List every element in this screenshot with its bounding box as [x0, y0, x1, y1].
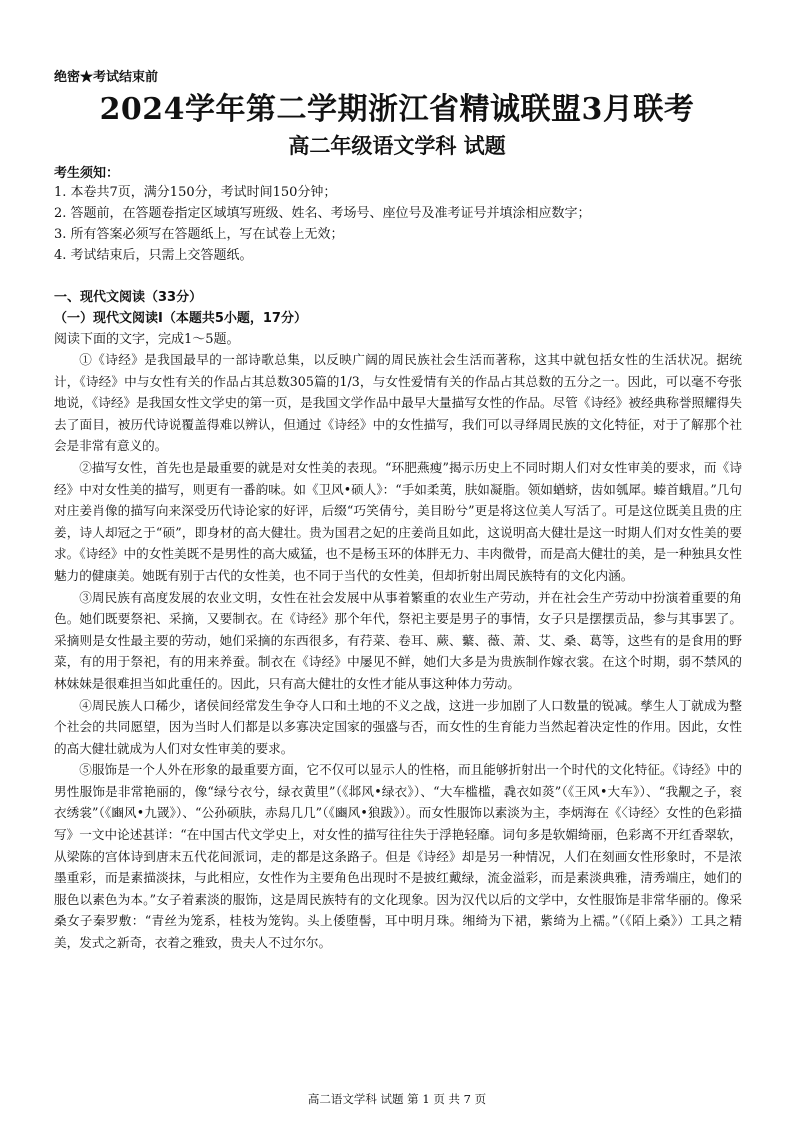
notice-item: 4. 考试结束后，只需上交答题纸。 [54, 248, 253, 263]
notice-item: 3. 所有答案必须写在答题纸上，写在试卷上无效； [54, 227, 344, 242]
notice-item: 1. 本卷共7页，满分150分，考试时间150分钟； [54, 185, 337, 200]
notice-heading: 考生须知： [54, 166, 120, 181]
passage-paragraph: ③周民族有高度发展的农业文明，女性在社会发展中从事着繁重的农业生产劳动，并在社会生产劳动中扮演着重要的角色。她们既要祭祀、采摘，又要制衣。在《诗经》那个年代，祭祀主要是男子的事情，女子只是摆摆贡品，参与其事罢了。采摘则是女性最主要的劳动，她们采摘的东西很多，有荇菜、卷耳、蕨、蘩、薇、萧、艾、桑、葛等，这些有的是食用的野菜，有的用于祭祀，有的用来养蚕。制衣在《诗经》中屡见不鲜，她们大多是为贵族制作嫁衣裳。在这个时期，弱不禁风的林妹妹是很难担当如此重任的。因此，只有高大健壮的女性才能从事这种体力劳动。 [54, 589, 742, 691]
reading-passage [54, 349, 742, 954]
exam-title: 2024学年第二学期浙江省精诚联盟3月联考 [99, 92, 695, 127]
exam-subtitle: 高二年级语文学科 试题 [288, 134, 506, 158]
confidential-mark: 绝密★考试结束前 [54, 70, 159, 85]
page-footer: 高二语文学科 试题 第 1 页 共 7 页 [307, 1092, 487, 1106]
passage-paragraph: ②描写女性，首先也是最重要的就是对女性美的表现。“环肥燕瘦”揭示历史上不同时期人们对女性审美的要求，而《诗经》中对女性美的描写，则更有一番韵味。如《卫风•硕人》：“手如柔荑，肤如凝脂。领如蝤蛴，齿如瓠犀。螓首蛾眉。”几句对庄姜肖像的描写向来深受历代诗论家的好评，后缀“巧笑倩兮，美目盼兮”更是将这位美人写活了。可是这位既美且贵的庄姜，诗人却冠之于“硕”，即身材的高大健壮。贵为国君之妃的庄姜尚且如此，这说明高大健壮是这一时期人们对女性美的要求。《诗经》中的女性美既不是男性的高大威猛，也不是杨玉环的体胖无力、丰肉微骨，而是高大健壮的美，是一种独具女性魅力的健康美。她既有别于古代的女性美，也不同于当代的女性美，但却折射出周民族特有的文化内涵。 [54, 459, 742, 583]
reading-instruction: 阅读下面的文字，完成1～5题。 [54, 332, 240, 347]
notice-list [54, 182, 754, 266]
passage-paragraph: ⑤服饰是一个人外在形象的最重要方面，它不仅可以显示人的性格，而且能够折射出一个时代的文化特征。《诗经》中的男性服饰是非常艳丽的，像“绿兮衣兮，绿衣黄里”（《邶风•绿衣》）、“大车槛槛，毳衣如菼”（《王风•大车》）、“我觏之子，衮衣绣裳”（《豳风•九罭》）、“公孙硕肤，赤舄几几”（《豳风•狼跋》）。而女性服饰以素淡为主，李炳海在《〈诗经〉女性的色彩描写》一文中论述甚详：“在中国古代文学史上，对女性的描写往往失于浮艳轻靡。词句多是软媚绮丽，色彩离不开红香翠软，从梁陈的宫体诗到唐末五代花间派词，走的都是这条路子。但是《诗经》却是另一种情况，人们在刻画女性形象时，不是浓墨重彩，而是素描淡抹，与此相应，女性作为主要角色出现时不是披红戴绿，流金溢彩，而是素淡典雅，清秀端庄，她们的服色以素色为本。”女子着素淡的服饰，这是周民族特有的文化现象。因为汉代以后的文学中，女性服饰是非常华丽的。像采桑女子秦罗敷：“青丝为笼系，桂枝为笼钩。头上倭堕髻，耳中明月珠。缃绮为下裙，紫绮为上襦。”（《陌上桑》）工具之精美，发式之新奇，衣着之雅致，贵夫人不过尔尔。 [54, 762, 742, 951]
passage-paragraph: ①《诗经》是我国最早的一部诗歌总集，以反映广阔的周民族社会生活而著称，这其中就包括女性的生活状况。据统计，《诗经》中与女性有关的作品占其总数305篇的1/3，与女性爱情有关的作品占其总数的五分之一。因此，可以毫不夸张地说，《诗经》是我国女性文学史的第一页，是我国文学作品中最早大量描写女性的作品。尽管《诗经》被经典称誉照耀得失去了面目，被历代诗说覆盖得难以辨认，但通过《诗经》中的女性描写，我们可以寻绎周民族的文化特征，对于了解那个社会是非常有意义的。 [54, 352, 742, 454]
section-subheading: （一）现代文阅读Ⅰ（本题共5小题，17分） [54, 311, 307, 326]
notice-item: 2. 答题前，在答题卷指定区域填写班级、姓名、考场号、座位号及准考证号并填涂相应数字； [54, 206, 591, 221]
passage-paragraph: ④周民族人口稀少，诸侯间经常发生争夺人口和土地的不义之战，这进一步加剧了人口数量的锐减。孳生人丁就成为整个社会的共同愿望，因为当时人们都是以多寡决定国家的强盛与否，而女性的生育能力当然起着决定性的作用。因此，女性的高大健壮就成为人们对女性审美的要求。 [54, 697, 742, 756]
section-heading: 一、现代文阅读（33分） [54, 290, 203, 305]
